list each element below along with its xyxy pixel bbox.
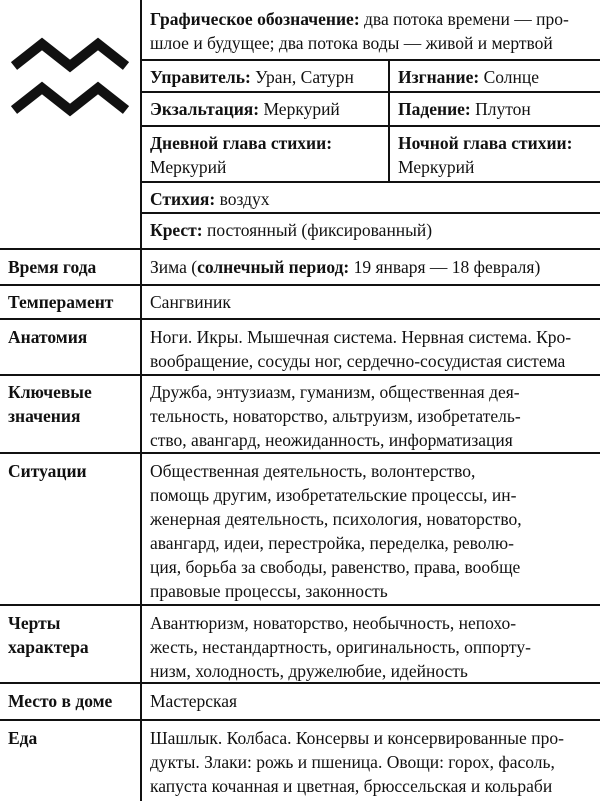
divider xyxy=(0,374,600,376)
divider xyxy=(140,212,600,214)
aquarius-glyph-icon xyxy=(8,30,134,130)
divider xyxy=(140,59,600,61)
divider xyxy=(0,284,600,286)
anatomy-value xyxy=(142,322,600,373)
graphic-cell xyxy=(142,4,600,55)
ruler-value: Уран, Сатурн xyxy=(250,67,354,87)
night-head-label: Ночной глава стихии: xyxy=(398,133,573,153)
food-value xyxy=(142,723,600,798)
day-head-label: Дневной глава стихии: xyxy=(150,133,333,153)
situations-value xyxy=(142,456,600,603)
keywords-line: Дружба, энтузиазм, гуманизм, общественная дея- xyxy=(150,382,520,402)
day-head-value: Меркурий xyxy=(150,157,227,177)
exile-label: Изгнание: xyxy=(398,67,480,87)
house-value: Мастерская xyxy=(150,691,238,711)
divider xyxy=(0,604,600,606)
fall-value: Плутон xyxy=(470,99,531,119)
divider xyxy=(0,318,600,320)
keywords-label-line: Ключевые xyxy=(8,382,92,402)
divider xyxy=(140,125,600,127)
cross-cell xyxy=(142,215,600,242)
keywords-line: ство, авангард, неожиданность, информатизация xyxy=(150,430,513,450)
anatomy-label: Анатомия xyxy=(8,327,88,347)
traits-line: низм, холодность, дружелюбие, идейность xyxy=(150,661,468,681)
exaltation-value: Меркурий xyxy=(259,99,340,119)
traits-line: жесть, нестандартность, оригинальность, оппорту- xyxy=(150,637,531,657)
exile-value: Солнце xyxy=(479,67,539,87)
divider xyxy=(0,248,600,250)
situations-label: Ситуации xyxy=(8,461,87,481)
divider xyxy=(0,682,600,684)
keywords-line: тельность, новаторство, альтруизм, изобретатель- xyxy=(150,406,521,426)
divider xyxy=(140,181,600,183)
cross-value: постоянный (фиксированный) xyxy=(202,220,433,240)
season-value-rest: 19 января — 18 февраля) xyxy=(349,257,541,277)
food-line: капуста кочанная и цветная, брюссельская и кольраби xyxy=(150,776,553,796)
season-value xyxy=(142,252,600,279)
anatomy-line: вообращение, сосуды ног, сердечно-сосудистая система xyxy=(150,351,566,371)
traits-line: Авантюризм, новаторство, необычность, непохо- xyxy=(150,613,517,633)
divider xyxy=(0,452,600,454)
graphic-value-1: два потока времени — про- xyxy=(359,9,569,29)
ruler-label: Управитель: xyxy=(150,67,251,87)
graphic-value-2: шлое и будущее; два потока воды — живой и мертвой xyxy=(150,33,553,53)
situations-line: правовые процессы, законность xyxy=(150,581,388,601)
graphic-label: Графическое обозначение: xyxy=(150,9,360,29)
keywords-label-line: значения xyxy=(8,406,81,426)
food-line: дукты. Злаки: рожь и пшеница. Овощи: горох, фасоль, xyxy=(150,752,555,772)
element-label: Стихия: xyxy=(150,189,216,209)
traits-label-line: характера xyxy=(8,637,89,657)
situations-line: женерная деятельность, психология, новаторство, xyxy=(150,509,522,529)
day-head-cell xyxy=(142,128,388,179)
exaltation-cell xyxy=(142,94,388,121)
keywords-label xyxy=(0,377,140,428)
season-value-bold: солнечный период: xyxy=(197,257,350,277)
ruler-cell xyxy=(142,62,388,89)
food-label: Еда xyxy=(8,728,38,748)
anatomy-line: Ноги. Икры. Мышечная система. Нервная система. Кро- xyxy=(150,327,572,347)
traits-label xyxy=(0,608,140,659)
situations-line: помощь другим, изобретательские процессы, ин- xyxy=(150,485,517,505)
divider xyxy=(140,0,142,801)
traits-label-line: Черты xyxy=(8,613,61,633)
season-value-plain: Зима ( xyxy=(150,257,198,277)
house-label: Место в доме xyxy=(8,691,113,711)
element-cell xyxy=(142,184,600,211)
fall-label: Падение: xyxy=(398,99,471,119)
exile-cell xyxy=(390,62,600,89)
temperament-value: Сангвиник xyxy=(150,292,231,312)
fall-cell xyxy=(390,94,600,121)
temperament-label: Темперамент xyxy=(8,292,114,312)
cross-label: Крест: xyxy=(150,220,203,240)
situations-line: авангард, идеи, перестройка, переделка, револю- xyxy=(150,533,514,553)
situations-line: Общественная деятельность, волонтерство, xyxy=(150,461,476,481)
keywords-value xyxy=(142,377,600,452)
night-head-cell xyxy=(390,128,600,179)
divider xyxy=(140,91,600,93)
divider xyxy=(0,719,600,721)
traits-value xyxy=(142,608,600,683)
season-label: Время года xyxy=(8,257,97,277)
element-value: воздух xyxy=(215,189,270,209)
night-head-value: Меркурий xyxy=(398,157,475,177)
situations-line: ция, борьба за свободы, равенство, права, вообще xyxy=(150,557,521,577)
exaltation-label: Экзальтация: xyxy=(150,99,260,119)
food-line: Шашлык. Колбаса. Консервы и консервированные про- xyxy=(150,728,564,748)
divider xyxy=(388,59,390,181)
